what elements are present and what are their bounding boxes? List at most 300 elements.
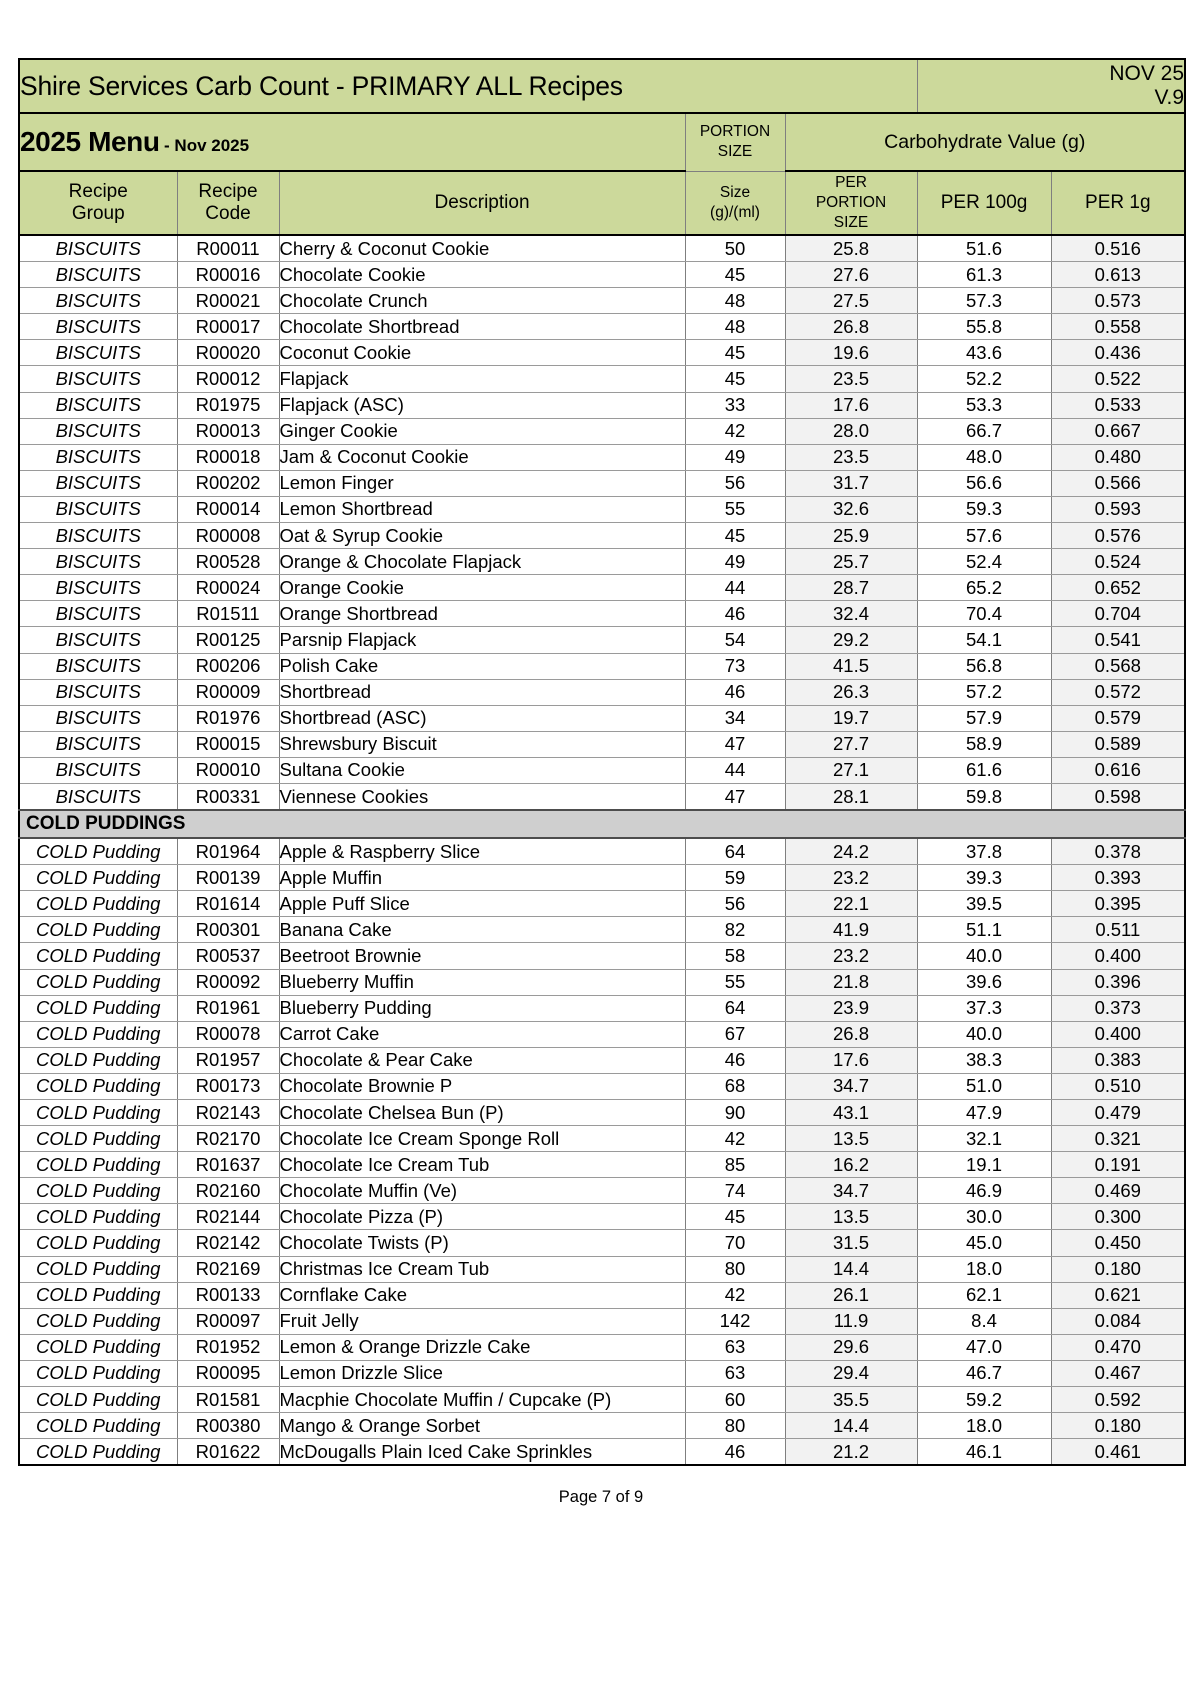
- table-row: [19, 1230, 1185, 1256]
- recipe-code-cell: R00018: [177, 444, 279, 470]
- per-portion-size-cell: 31.5: [785, 1230, 917, 1256]
- description-cell: Chocolate Pizza (P): [279, 1204, 685, 1230]
- per-1g-cell: 0.436: [1051, 340, 1185, 366]
- recipe-group-cell: COLD Pudding: [19, 1021, 177, 1047]
- title-row: [19, 59, 1185, 113]
- per-100g-cell: 54.1: [917, 627, 1051, 653]
- recipe-group-cell: BISCUITS: [19, 523, 177, 549]
- table-row: [19, 340, 1185, 366]
- recipe-code-cell: R01964: [177, 838, 279, 865]
- portion-size-header: [685, 113, 785, 171]
- recipe-code-cell: R00139: [177, 865, 279, 891]
- per-100g-cell: 47.9: [917, 1100, 1051, 1126]
- recipe-code-cell: R00301: [177, 917, 279, 943]
- carbohydrate-value-header: Carbohydrate Value (g): [785, 113, 1185, 171]
- recipe-code-cell: R01961: [177, 995, 279, 1021]
- recipe-code-cell: R00021: [177, 288, 279, 314]
- size-cell: 142: [685, 1308, 785, 1334]
- per-portion-size-cell: 41.9: [785, 917, 917, 943]
- per-100g-cell: 8.4: [917, 1308, 1051, 1334]
- description-cell: Chocolate Ice Cream Tub: [279, 1152, 685, 1178]
- description-cell: Ginger Cookie: [279, 418, 685, 444]
- table-row: [19, 1100, 1185, 1126]
- size-cell: 42: [685, 418, 785, 444]
- per-portion-size-cell: 11.9: [785, 1308, 917, 1334]
- table-row: [19, 1047, 1185, 1073]
- size-cell: 73: [685, 653, 785, 679]
- description-cell: Mango & Orange Sorbet: [279, 1413, 685, 1439]
- recipe-code-cell: R00528: [177, 549, 279, 575]
- recipe-group-cell: COLD Pudding: [19, 969, 177, 995]
- size-cell: 50: [685, 235, 785, 262]
- per-100g-cell: 52.2: [917, 366, 1051, 392]
- recipe-code-cell: R00010: [177, 757, 279, 783]
- size-cell: 33: [685, 392, 785, 418]
- per-portion-size-cell: 43.1: [785, 1100, 917, 1126]
- per-portion-size-cell: 28.0: [785, 418, 917, 444]
- table-row: [19, 1126, 1185, 1152]
- size-cell: 64: [685, 995, 785, 1021]
- description-cell: Lemon Drizzle Slice: [279, 1360, 685, 1386]
- description-cell: Lemon Shortbread: [279, 496, 685, 522]
- per-1g-cell: 0.393: [1051, 865, 1185, 891]
- recipe-group-cell: COLD Pudding: [19, 943, 177, 969]
- table-row: [19, 627, 1185, 653]
- description-cell: Flapjack: [279, 366, 685, 392]
- size-cell: 42: [685, 1282, 785, 1308]
- recipe-code-cell: R00331: [177, 783, 279, 810]
- per-1g-cell: 0.533: [1051, 392, 1185, 418]
- description-cell: Cherry & Coconut Cookie: [279, 235, 685, 262]
- recipe-code-cell: R00017: [177, 314, 279, 340]
- recipe-group-cell: COLD Pudding: [19, 1126, 177, 1152]
- table-row: [19, 314, 1185, 340]
- recipe-code-cell: R00097: [177, 1308, 279, 1334]
- size-cell: 59: [685, 865, 785, 891]
- recipe-group-cell: COLD Pudding: [19, 917, 177, 943]
- size-cell: 55: [685, 496, 785, 522]
- per-1g-cell: 0.652: [1051, 575, 1185, 601]
- description-cell: Chocolate Brownie P: [279, 1073, 685, 1099]
- per-1g-cell: 0.383: [1051, 1047, 1185, 1073]
- page-title: Shire Services Carb Count - PRIMARY ALL Recipes: [19, 59, 917, 113]
- recipe-code-cell: R00013: [177, 418, 279, 444]
- recipe-group-cell: BISCUITS: [19, 366, 177, 392]
- per-100g-cell: 59.2: [917, 1387, 1051, 1413]
- recipe-code-cell: R02143: [177, 1100, 279, 1126]
- recipe-group-cell: COLD Pudding: [19, 1204, 177, 1230]
- col-recipe-code: Recipe Code: [177, 171, 279, 235]
- description-cell: Orange Cookie: [279, 575, 685, 601]
- size-cell: 58: [685, 943, 785, 969]
- description-cell: McDougalls Plain Iced Cake Sprinkles: [279, 1439, 685, 1466]
- recipe-group-cell: COLD Pudding: [19, 1047, 177, 1073]
- recipe-code-cell: R01622: [177, 1439, 279, 1466]
- description-cell: Lemon & Orange Drizzle Cake: [279, 1334, 685, 1360]
- table-row: [19, 1256, 1185, 1282]
- table-row: [19, 262, 1185, 288]
- per-1g-cell: 0.593: [1051, 496, 1185, 522]
- per-portion-size-cell: 25.7: [785, 549, 917, 575]
- recipe-code-cell: R01976: [177, 705, 279, 731]
- size-cell: 80: [685, 1413, 785, 1439]
- per-100g-cell: 47.0: [917, 1334, 1051, 1360]
- size-cell: 48: [685, 288, 785, 314]
- per-1g-cell: 0.378: [1051, 838, 1185, 865]
- menu-label: [19, 113, 685, 171]
- per-portion-size-cell: 19.7: [785, 705, 917, 731]
- recipe-code-cell: R00015: [177, 731, 279, 757]
- version-badge: [917, 59, 1185, 113]
- recipe-code-cell: R01975: [177, 392, 279, 418]
- recipe-code-cell: R00092: [177, 969, 279, 995]
- recipe-group-cell: COLD Pudding: [19, 1439, 177, 1466]
- per-portion-size-cell: 26.8: [785, 1021, 917, 1047]
- per-1g-cell: 0.511: [1051, 917, 1185, 943]
- table-row: [19, 943, 1185, 969]
- description-cell: Chocolate Muffin (Ve): [279, 1178, 685, 1204]
- table-body: [19, 235, 1185, 1465]
- per-portion-size-cell: 24.2: [785, 838, 917, 865]
- per-100g-cell: 59.8: [917, 783, 1051, 810]
- per-1g-cell: 0.180: [1051, 1256, 1185, 1282]
- recipe-group-cell: BISCUITS: [19, 235, 177, 262]
- size-cell: 49: [685, 549, 785, 575]
- per-1g-cell: 0.516: [1051, 235, 1185, 262]
- recipe-code-cell: R00012: [177, 366, 279, 392]
- per-100g-cell: 18.0: [917, 1256, 1051, 1282]
- recipe-code-cell: R00095: [177, 1360, 279, 1386]
- group-separator-row: [19, 810, 1185, 838]
- size-cell: 48: [685, 314, 785, 340]
- recipe-code-cell: R00011: [177, 235, 279, 262]
- per-portion-size-cell: 28.7: [785, 575, 917, 601]
- version-number: V.9: [1154, 86, 1185, 109]
- per-portion-size-cell: 23.2: [785, 943, 917, 969]
- per-1g-cell: 0.479: [1051, 1100, 1185, 1126]
- table-row: [19, 523, 1185, 549]
- description-cell: Orange Shortbread: [279, 601, 685, 627]
- per-100g-cell: 40.0: [917, 1021, 1051, 1047]
- size-cell: 49: [685, 444, 785, 470]
- col-recipe-group: Recipe Group: [19, 171, 177, 235]
- per-100g-cell: 18.0: [917, 1413, 1051, 1439]
- per-1g-cell: 0.461: [1051, 1439, 1185, 1466]
- size-cell: 45: [685, 1204, 785, 1230]
- per-1g-cell: 0.704: [1051, 601, 1185, 627]
- recipe-group-cell: BISCUITS: [19, 549, 177, 575]
- col-size: Size (g)/(ml): [685, 171, 785, 235]
- per-portion-size-cell: 14.4: [785, 1256, 917, 1282]
- description-cell: Carrot Cake: [279, 1021, 685, 1047]
- col-per-1g: PER 1g: [1051, 171, 1185, 235]
- per-100g-cell: 19.1: [917, 1152, 1051, 1178]
- per-portion-size-cell: 29.4: [785, 1360, 917, 1386]
- recipe-code-cell: R01511: [177, 601, 279, 627]
- per-1g-cell: 0.469: [1051, 1178, 1185, 1204]
- per-1g-cell: 0.667: [1051, 418, 1185, 444]
- size-cell: 56: [685, 891, 785, 917]
- table-row: [19, 1282, 1185, 1308]
- per-1g-cell: 0.566: [1051, 470, 1185, 496]
- per-100g-cell: 43.6: [917, 340, 1051, 366]
- per-1g-cell: 0.470: [1051, 1334, 1185, 1360]
- recipe-group-cell: BISCUITS: [19, 601, 177, 627]
- table-row: [19, 601, 1185, 627]
- description-cell: Orange & Chocolate Flapjack: [279, 549, 685, 575]
- per-portion-size-cell: 25.9: [785, 523, 917, 549]
- table-row: [19, 1413, 1185, 1439]
- per-100g-cell: 56.6: [917, 470, 1051, 496]
- per-portion-size-cell: 16.2: [785, 1152, 917, 1178]
- recipe-group-cell: BISCUITS: [19, 679, 177, 705]
- recipe-code-cell: R00202: [177, 470, 279, 496]
- table-row: [19, 444, 1185, 470]
- recipe-code-cell: R02169: [177, 1256, 279, 1282]
- recipe-group-cell: COLD Pudding: [19, 1413, 177, 1439]
- recipe-code-cell: R00016: [177, 262, 279, 288]
- per-portion-size-cell: 26.3: [785, 679, 917, 705]
- size-cell: 46: [685, 601, 785, 627]
- per-100g-cell: 52.4: [917, 549, 1051, 575]
- size-cell: 68: [685, 1073, 785, 1099]
- description-cell: Polish Cake: [279, 653, 685, 679]
- description-cell: Chocolate Ice Cream Sponge Roll: [279, 1126, 685, 1152]
- per-1g-cell: 0.467: [1051, 1360, 1185, 1386]
- recipe-group-cell: BISCUITS: [19, 653, 177, 679]
- table-row: [19, 891, 1185, 917]
- per-100g-cell: 62.1: [917, 1282, 1051, 1308]
- per-1g-cell: 0.579: [1051, 705, 1185, 731]
- size-cell: 46: [685, 1439, 785, 1466]
- recipe-group-cell: COLD Pudding: [19, 891, 177, 917]
- per-1g-cell: 0.396: [1051, 969, 1185, 995]
- recipe-group-cell: COLD Pudding: [19, 1334, 177, 1360]
- recipe-group-cell: BISCUITS: [19, 444, 177, 470]
- table-row: [19, 917, 1185, 943]
- description-cell: Lemon Finger: [279, 470, 685, 496]
- per-100g-cell: 51.6: [917, 235, 1051, 262]
- recipe-code-cell: R00173: [177, 1073, 279, 1099]
- recipe-code-cell: R02144: [177, 1204, 279, 1230]
- per-100g-cell: 66.7: [917, 418, 1051, 444]
- recipe-code-cell: R01614: [177, 891, 279, 917]
- per-1g-cell: 0.589: [1051, 731, 1185, 757]
- per-1g-cell: 0.613: [1051, 262, 1185, 288]
- recipe-group-cell: BISCUITS: [19, 418, 177, 444]
- per-portion-size-cell: 29.6: [785, 1334, 917, 1360]
- size-cell: 44: [685, 575, 785, 601]
- per-100g-cell: 37.8: [917, 838, 1051, 865]
- col-per-100g: PER 100g: [917, 171, 1051, 235]
- carb-count-table: [18, 58, 1186, 1466]
- size-cell: 54: [685, 627, 785, 653]
- per-1g-cell: 0.180: [1051, 1413, 1185, 1439]
- per-1g-cell: 0.510: [1051, 1073, 1185, 1099]
- description-cell: Jam & Coconut Cookie: [279, 444, 685, 470]
- recipe-group-cell: COLD Pudding: [19, 1073, 177, 1099]
- table-row: [19, 418, 1185, 444]
- recipe-group-cell: COLD Pudding: [19, 838, 177, 865]
- size-cell: 44: [685, 757, 785, 783]
- recipe-group-cell: BISCUITS: [19, 470, 177, 496]
- size-cell: 85: [685, 1152, 785, 1178]
- description-cell: Chocolate Cookie: [279, 262, 685, 288]
- recipe-code-cell: R00014: [177, 496, 279, 522]
- per-1g-cell: 0.524: [1051, 549, 1185, 575]
- description-cell: Parsnip Flapjack: [279, 627, 685, 653]
- recipe-code-cell: R00380: [177, 1413, 279, 1439]
- recipe-group-cell: BISCUITS: [19, 783, 177, 810]
- description-cell: Apple Puff Slice: [279, 891, 685, 917]
- per-portion-size-cell: 17.6: [785, 1047, 917, 1073]
- size-cell: 90: [685, 1100, 785, 1126]
- recipe-group-cell: COLD Pudding: [19, 1100, 177, 1126]
- recipe-group-cell: BISCUITS: [19, 314, 177, 340]
- menu-year: 2025 Menu: [20, 126, 160, 157]
- recipe-group-cell: BISCUITS: [19, 731, 177, 757]
- per-portion-size-cell: 32.6: [785, 496, 917, 522]
- per-100g-cell: 46.1: [917, 1439, 1051, 1466]
- per-100g-cell: 38.3: [917, 1047, 1051, 1073]
- per-portion-size-cell: 27.5: [785, 288, 917, 314]
- per-100g-cell: 53.3: [917, 392, 1051, 418]
- table-row: [19, 392, 1185, 418]
- per-portion-size-cell: 27.1: [785, 757, 917, 783]
- per-portion-size-cell: 28.1: [785, 783, 917, 810]
- recipe-group-cell: BISCUITS: [19, 340, 177, 366]
- per-100g-cell: 40.0: [917, 943, 1051, 969]
- per-100g-cell: 32.1: [917, 1126, 1051, 1152]
- recipe-code-cell: R00125: [177, 627, 279, 653]
- recipe-code-cell: R00008: [177, 523, 279, 549]
- recipe-code-cell: R02142: [177, 1230, 279, 1256]
- table-row: [19, 995, 1185, 1021]
- recipe-group-cell: COLD Pudding: [19, 1178, 177, 1204]
- recipe-group-cell: COLD Pudding: [19, 1282, 177, 1308]
- per-100g-cell: 70.4: [917, 601, 1051, 627]
- table-row: [19, 969, 1185, 995]
- per-1g-cell: 0.373: [1051, 995, 1185, 1021]
- recipe-code-cell: R01952: [177, 1334, 279, 1360]
- per-portion-size-cell: 26.8: [785, 314, 917, 340]
- per-1g-cell: 0.480: [1051, 444, 1185, 470]
- table-row: [19, 679, 1185, 705]
- per-portion-size-cell: 32.4: [785, 601, 917, 627]
- size-cell: 63: [685, 1334, 785, 1360]
- recipe-code-cell: R00078: [177, 1021, 279, 1047]
- recipe-group-cell: COLD Pudding: [19, 1387, 177, 1413]
- per-portion-size-cell: 21.8: [785, 969, 917, 995]
- per-portion-size-cell: 13.5: [785, 1126, 917, 1152]
- size-cell: 34: [685, 705, 785, 731]
- size-cell: 46: [685, 1047, 785, 1073]
- per-100g-cell: 37.3: [917, 995, 1051, 1021]
- per-portion-size-cell: 23.2: [785, 865, 917, 891]
- table-row: [19, 865, 1185, 891]
- size-cell: 82: [685, 917, 785, 943]
- page-footer: Page 7 of 9: [558, 1488, 644, 1507]
- per-100g-cell: 39.5: [917, 891, 1051, 917]
- per-100g-cell: 45.0: [917, 1230, 1051, 1256]
- description-cell: Macphie Chocolate Muffin / Cupcake (P): [279, 1387, 685, 1413]
- per-1g-cell: 0.084: [1051, 1308, 1185, 1334]
- table-row: [19, 1073, 1185, 1099]
- recipe-group-cell: BISCUITS: [19, 757, 177, 783]
- recipe-group-cell: BISCUITS: [19, 288, 177, 314]
- menu-row: [19, 113, 1185, 171]
- description-cell: Blueberry Pudding: [279, 995, 685, 1021]
- per-100g-cell: 39.6: [917, 969, 1051, 995]
- description-cell: Cornflake Cake: [279, 1282, 685, 1308]
- size-cell: 46: [685, 679, 785, 705]
- recipe-group-cell: BISCUITS: [19, 262, 177, 288]
- recipe-group-cell: COLD Pudding: [19, 995, 177, 1021]
- description-cell: Coconut Cookie: [279, 340, 685, 366]
- size-cell: 64: [685, 838, 785, 865]
- recipe-group-cell: COLD Pudding: [19, 1360, 177, 1386]
- table-row: [19, 705, 1185, 731]
- per-100g-cell: 57.2: [917, 679, 1051, 705]
- size-cell: 42: [685, 1126, 785, 1152]
- table-row: [19, 1308, 1185, 1334]
- per-portion-size-cell: 31.7: [785, 470, 917, 496]
- recipe-code-cell: R01581: [177, 1387, 279, 1413]
- recipe-group-cell: COLD Pudding: [19, 1308, 177, 1334]
- per-100g-cell: 57.9: [917, 705, 1051, 731]
- per-1g-cell: 0.573: [1051, 288, 1185, 314]
- table-row: [19, 1387, 1185, 1413]
- portion-size-line2: SIZE: [717, 143, 753, 161]
- per-portion-size-cell: 41.5: [785, 653, 917, 679]
- portion-size-line1: PORTION: [699, 122, 771, 140]
- size-cell: 56: [685, 470, 785, 496]
- per-portion-size-cell: 14.4: [785, 1413, 917, 1439]
- per-100g-cell: 57.6: [917, 523, 1051, 549]
- recipe-code-cell: R01957: [177, 1047, 279, 1073]
- per-portion-size-cell: 27.6: [785, 262, 917, 288]
- description-cell: Apple & Raspberry Slice: [279, 838, 685, 865]
- per-1g-cell: 0.450: [1051, 1230, 1185, 1256]
- per-1g-cell: 0.576: [1051, 523, 1185, 549]
- description-cell: Oat & Syrup Cookie: [279, 523, 685, 549]
- per-1g-cell: 0.616: [1051, 757, 1185, 783]
- per-portion-size-cell: 27.7: [785, 731, 917, 757]
- table-row: [19, 838, 1185, 865]
- size-cell: 45: [685, 366, 785, 392]
- col-description: Description: [279, 171, 685, 235]
- per-1g-cell: 0.541: [1051, 627, 1185, 653]
- recipe-code-cell: R02160: [177, 1178, 279, 1204]
- per-100g-cell: 39.3: [917, 865, 1051, 891]
- size-cell: 45: [685, 340, 785, 366]
- description-cell: Viennese Cookies: [279, 783, 685, 810]
- description-cell: Sultana Cookie: [279, 757, 685, 783]
- per-portion-size-cell: 22.1: [785, 891, 917, 917]
- per-portion-size-cell: 23.9: [785, 995, 917, 1021]
- description-cell: Chocolate Shortbread: [279, 314, 685, 340]
- table-row: [19, 288, 1185, 314]
- size-cell: 67: [685, 1021, 785, 1047]
- table-row: [19, 235, 1185, 262]
- description-cell: Chocolate Chelsea Bun (P): [279, 1100, 685, 1126]
- description-cell: Banana Cake: [279, 917, 685, 943]
- size-cell: 47: [685, 731, 785, 757]
- per-portion-size-cell: 29.2: [785, 627, 917, 653]
- recipe-group-cell: COLD Pudding: [19, 865, 177, 891]
- per-1g-cell: 0.558: [1051, 314, 1185, 340]
- column-header-row: [19, 171, 1185, 235]
